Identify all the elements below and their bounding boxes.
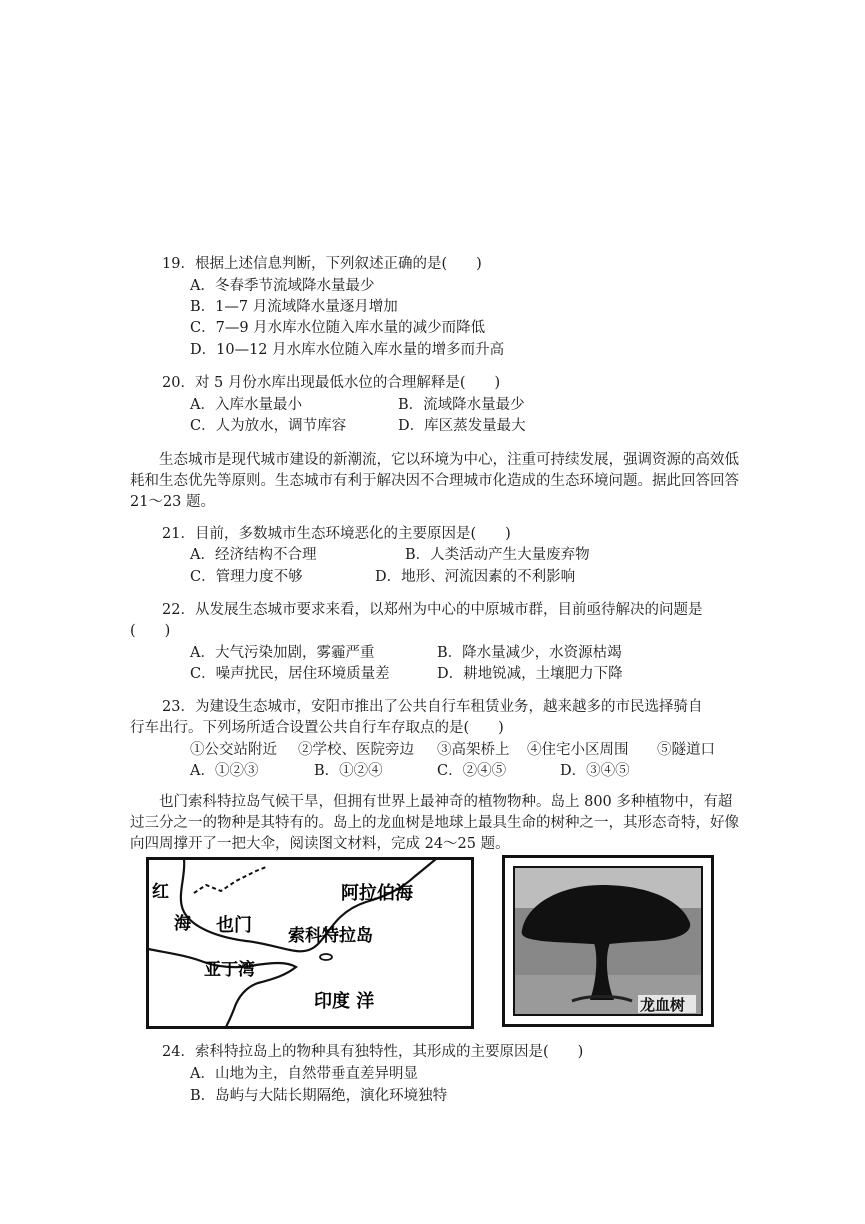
photo-caption: 龙血树 xyxy=(640,996,686,1014)
label-red-sea-2: 海 xyxy=(174,914,191,934)
q19-option-b: B．1—7 月流域降水量逐月增加 xyxy=(190,299,398,315)
label-red-sea-1: 红 xyxy=(152,882,169,902)
q21-option-b: B．人类活动产生大量废弃物 xyxy=(405,547,590,563)
q24-stem: 24．索科特拉岛上的物种具有独特性，其形成的主要原因是( ) xyxy=(162,1044,584,1060)
q20-option-d: D．库区蒸发量最大 xyxy=(398,418,526,434)
q21-option-a: A．经济结构不合理 xyxy=(190,547,317,563)
q21-stem: 21．目前，多数城市生态环境恶化的主要原因是( ) xyxy=(162,526,511,542)
q21-option-d: D．地形、河流因素的不利影响 xyxy=(375,569,576,585)
q20-option-a: A．入库水量最小 xyxy=(190,397,302,413)
q23-stem: 23．为建设生态城市，安阳市推出了公共自行车租赁业务，越来越多的市民选择骑自 xyxy=(162,699,703,715)
q23-option-a: A．①②③ xyxy=(190,763,259,779)
q23-option-c: C．②④⑤ xyxy=(437,763,507,779)
label-socotra: 索科特拉岛 xyxy=(288,926,373,946)
q22-stem: 22．从发展生态城市要求来看，以郑州为中心的中原城市群，目前亟待解决的问题是 xyxy=(162,602,703,618)
socotra-map xyxy=(146,857,474,1029)
q19-stem: 19．根据上述信息判断，下列叙述正确的是( ) xyxy=(162,256,482,272)
label-yemen: 也门 xyxy=(216,915,252,936)
q23-item-5: ⑤隧道口 xyxy=(657,742,715,758)
q20-stem: 20．对 5 月份水库出现最低水位的合理解释是( ) xyxy=(162,375,501,391)
passage-eco-city: 生态城市是现代城市建设的新潮流，它以环境为中心，注重可持续发展，强调资源的高效低耗和生态优先等原则。生态城市有利于解决因不合理城市化造成的生态环境问题。据此回答回答 21～23 题。 xyxy=(130,452,739,510)
q23-item-3: ③高架桥上 xyxy=(437,742,510,758)
q23-option-d: D．③④⑤ xyxy=(560,763,630,779)
q23-stem-cont: 行车出行。下列场所适合设置公共自行车存取点的是( ) xyxy=(130,720,504,736)
q23-item-1: ①公交站附近 xyxy=(190,742,277,758)
q20-option-c: C．人为放水，调节库容 xyxy=(190,418,347,434)
q24-option-b: B．岛屿与大陆长期隔绝，演化环境独特 xyxy=(190,1088,448,1104)
q19-option-d: D．10—12 月水库水位随入库水量的增多而升高 xyxy=(190,342,505,358)
label-arabian-sea: 阿拉伯海 xyxy=(341,883,413,904)
q19-option-c: C．7—9 月水库水位随入库水量的减少而降低 xyxy=(190,320,486,336)
q19-option-a: A．冬春季节流域降水量最少 xyxy=(190,278,375,294)
q23-item-4: ④住宅小区周围 xyxy=(527,742,629,758)
dragon-tree-photo xyxy=(502,855,714,1027)
label-indian-ocean: 印度 洋 xyxy=(314,991,375,1012)
q22-option-c: C．噪声扰民，居住环境质量差 xyxy=(190,666,390,682)
q22-option-d: D．耕地锐减，土壤肥力下降 xyxy=(437,666,623,682)
q23-item-2: ②学校、医院旁边 xyxy=(298,742,414,758)
q21-option-c: C．管理力度不够 xyxy=(190,569,303,585)
q24-option-a: A．山地为主，自然带垂直差异明显 xyxy=(190,1066,418,1082)
passage-socotra: 也门索科特拉岛气候干旱，但拥有世界上最神奇的植物物种。岛上 800 多种植物中，有超过三分之一的物种是其特有的。岛上的龙血树是地球上最具生命的树种之一，其形态奇特，好像向四周撑开了一把大伞，阅读图文材料，完成 24～25 题。 xyxy=(130,794,739,852)
q20-option-b: B．流域降水量最少 xyxy=(398,397,525,413)
q22-option-b: B．降水量减少，水资源枯竭 xyxy=(437,645,622,661)
q23-option-b: B．①②④ xyxy=(314,763,383,779)
q22-stem-cont: ( ) xyxy=(130,623,171,639)
q22-option-a: A．大气污染加剧，雾霾严重 xyxy=(190,645,375,661)
label-gulf-aden: 亚丁湾 xyxy=(204,960,255,980)
